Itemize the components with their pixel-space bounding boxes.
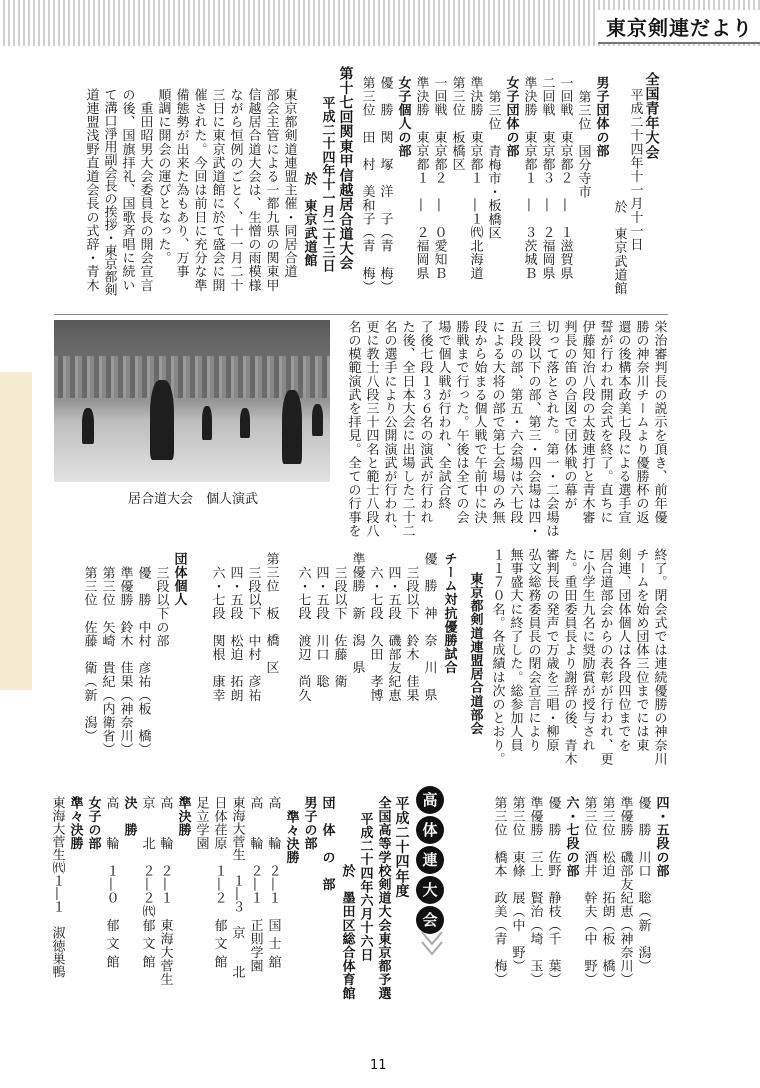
hs-boys-line: 日体荏原 １―２ 郁 文 館 <box>211 796 227 969</box>
hs-title: 平成二十四年度 <box>393 796 410 899</box>
youth-result-line: 第三位 板橋区 <box>449 76 465 172</box>
dan45-title: 四・五段の部 <box>653 796 669 878</box>
hs-date: 平成二十四年六月十六日 <box>357 812 373 962</box>
youth-result-line: 第三位 国分寺市 <box>575 90 591 199</box>
youth-venue: 於 東京武道館 <box>611 200 627 296</box>
iaido-body-line: 備態勢が出来た為もあり、万事 <box>173 88 189 279</box>
dan45-result-line: 第三位 松迫 拓朗（板 橋） <box>599 796 615 987</box>
team-result-line: 三段以下 中村 彦祐 <box>245 566 261 702</box>
team-result-line: 準優勝 新 潟 県 <box>349 552 365 675</box>
logo-char: 連 <box>416 846 444 874</box>
youth-result-line: 二回戦 東京都３ ― ２福岡県 <box>539 76 555 280</box>
iaido-body-line: チームを始め団体三位までには東 <box>633 548 649 752</box>
team-result-line: 第三位 板 橋 区 <box>263 552 279 675</box>
team-result-line: 四・五段 川口 聡 <box>313 566 329 689</box>
dan67-result-line: 第三位 東條 展（中 野） <box>509 796 525 973</box>
logo-char: 高 <box>416 786 444 814</box>
youth-result-line: 女子団体の部 <box>503 76 519 158</box>
iaido-venue: 於 東京武道館 <box>301 172 317 268</box>
iaido-body-line: 道連盟浅野直道会長の式辞・青木 <box>83 88 99 292</box>
hs-boys-line: 京 北 ２―２㈹郁 文 館 <box>139 796 155 969</box>
youth-result-line: 準決勝 東京都１ ― ２福岡県 <box>413 76 429 280</box>
logo-ribbon-icon <box>418 928 446 956</box>
team-result-line: 優 勝 神 奈 川 県 <box>421 552 437 702</box>
iaido-body-line: 伊藤知治八段の太鼓連打と青木審 <box>579 320 595 524</box>
dan45-result-line: 第三位 酒井 幹夫（中 野） <box>581 796 597 987</box>
iaido-body-line: 居合道部会からの表彰が行われ、更 <box>597 548 613 766</box>
photo-figure <box>202 406 212 440</box>
team-title: チーム対抗優勝試合 <box>441 552 457 675</box>
iaido-body-line: 勝戦まで行った。午後は全ての会 <box>453 320 469 524</box>
team-result-line: 四・五段 磯部友紀恵 <box>385 566 401 702</box>
iaido-body-line: 剣連、団体個人は各段四位までを <box>615 548 631 752</box>
hs-dantai: 団 体 の 部 <box>319 796 335 892</box>
iaido-body-line: 還の後構本政美七段による選手宣 <box>615 320 631 524</box>
iaido-body-line: による大将の部で第七会場のみ無 <box>489 320 505 524</box>
iaido-body-line: 五段の部、第五・六会場は六七段 <box>507 320 523 524</box>
logo-char: 大 <box>416 876 444 904</box>
iaido-body-line: 審判長の発声で万歳を三唱・柳原 <box>543 548 559 752</box>
iaido-body-line: 段から始まる個人戦で午前中に決 <box>471 320 487 524</box>
iaido-body-line: て溝口淨用副会長の挨拶・東京都剣 <box>101 88 117 296</box>
hs-boys-line: 高 輪 ２―１ 東海大菅生 <box>157 796 173 987</box>
iaido-body-line: 催された。今回は前日に充分な準 <box>191 88 207 292</box>
iaido-body-line: 場で個人戦が行われ、全試合終 <box>435 320 451 511</box>
team-result-line: 三段以下 佐藤 衛 <box>331 566 347 689</box>
youth-result-line: 一回戦 東京都２ ― １滋賀県 <box>557 76 573 280</box>
iaido-body-line: 判長の笛の合図で団体戦の幕が <box>561 320 577 511</box>
youth-date: 平成二十四年十一月十一日 <box>627 88 643 252</box>
team-result-line: 六・七段 久田 孝博 <box>367 566 383 702</box>
iaido-body-line: 部会主管による一都九県の関東甲 <box>263 88 279 292</box>
iaido-body-line: 三日に東京武道館に於て盛会に開 <box>209 88 225 292</box>
dan45-result-line: 準優勝 磯部友紀恵（神奈川） <box>617 796 633 987</box>
logo-char: 体 <box>416 816 444 844</box>
sidebar-tab <box>0 372 32 690</box>
iaido-body-line: 切って落とされた。第一・二会場は <box>543 320 559 538</box>
photo-figure <box>240 408 250 438</box>
youth-title: 全国青年大会 <box>643 72 660 160</box>
youth-result-line: 優 勝 関 塚 洋 子（青 梅） <box>377 76 393 294</box>
hs-boys-line: 決 勝 <box>121 796 137 837</box>
hs-girls-line: 女子の部 <box>85 796 101 851</box>
page-number: 11 <box>370 1058 387 1073</box>
youth-result-line: 第三位 青梅市・板橋区 <box>485 90 501 240</box>
youth-result-line: 準決勝 東京都１ ― ３茨城Ｂ <box>521 76 537 280</box>
team-result-line: 六・七段 関根 康幸 <box>209 566 225 702</box>
indiv-result-line: 第三位 矢崎 貴紀（内衛省） <box>99 566 115 757</box>
dan67-title: 六・七段の部 <box>563 796 579 878</box>
iaido-body-line: １１７０名。各成績は次のとおり。 <box>489 548 505 766</box>
iaido-body-line: た後、全日本大会に出場した二十二 <box>399 320 415 538</box>
iaido-photo <box>54 320 330 482</box>
hs-logo <box>414 786 446 938</box>
iaido-body-line: 名の模範演武を拝見。全ての行事を <box>345 320 361 538</box>
youth-result-line: 女子個人の部 <box>395 76 411 158</box>
indiv-title: 団体個人 <box>171 552 187 607</box>
iaido-body-line: た。重田委員長より謝辞の後、青木 <box>561 548 577 766</box>
hs-girls-line: 準々決勝 <box>67 796 83 851</box>
indiv-result-line: 優 勝 中村 彦祐（板 橋） <box>135 566 151 757</box>
iaido-body-line: 終了。閉会式では連続優勝の神奈川 <box>651 548 667 766</box>
iaido-body-line: 栄治審判長の説示を頂き、前年優 <box>651 320 667 524</box>
iaido-body-line: ながら恒例のごとく、十一月二十 <box>227 88 243 292</box>
hs-boys-line: 高 輪 １―０ 郁 文 館 <box>103 796 119 969</box>
team-result-line: 三段以下 鈴木 佳果 <box>403 566 419 702</box>
dan67-result-line: 優 勝 佐野 静枝（千 葉） <box>545 796 561 987</box>
hs-boys-line: 高 輪 ２―１ 正則学園 <box>247 796 263 973</box>
logo-char: 会 <box>416 906 444 934</box>
hs-girls-line: 東海大菅生㈹１―１ 淑徳巣鴨 <box>49 796 65 978</box>
photo-figure <box>150 380 174 460</box>
indiv-result-line: 準優勝 鈴木 佳果（神奈川） <box>117 566 133 757</box>
photo-caption: 居合道大会 個人演武 <box>128 492 259 507</box>
indiv-subtitle: 三段以下の部 <box>153 566 169 648</box>
hs-boys-line: 準々決勝 <box>283 810 299 865</box>
iaido-body-line: 名の選手により公開演武が行われ、 <box>381 320 397 538</box>
photo-figure <box>82 408 94 444</box>
indiv-result-line: 第三位 佐藤 衛（新 潟） <box>81 566 97 743</box>
youth-result-line: 男子団体の部 <box>593 76 609 158</box>
iaido-body-line: 信越居合道大会は、生憎の雨模様 <box>245 88 261 292</box>
iaido-body-line: 弘文総務委員長の閉会宣言により <box>525 548 541 752</box>
iaido-body-line: 勝の神奈川チームより優勝杯の返 <box>633 320 649 524</box>
hs-subtitle: 全国高等学校剣道大会東京都予選 <box>375 796 391 1000</box>
team-result-line: 六・七段 渡辺 尚久 <box>295 566 311 702</box>
iaido-body-line: 三段以下の部、第三・四会場は四・ <box>525 320 541 538</box>
iaido-byline: 東京都剣道連盟居合道部会 <box>467 572 483 736</box>
iaido-body-line: 誓が行われ開会式を終了。直ちに <box>597 320 613 524</box>
youth-result-line: 一回戦 東京都２ ― ０愛知Ｂ <box>431 76 447 280</box>
iaido-body-line: 更に教士八段三十四名と範士八段八 <box>363 320 379 538</box>
header-title: 東京剣連だより <box>606 16 753 40</box>
hs-boys-line: 足立学園 <box>193 796 209 851</box>
dan67-result-line: 第三位 橋本 政美（青 梅） <box>491 796 507 987</box>
hs-boys-line: 準決勝 <box>175 796 191 837</box>
iaido-date: 平成二十四年十一月二十三日 <box>319 96 335 273</box>
hs-boys-line: 高 輪 ２―１ 国 士 舘 <box>265 796 281 969</box>
hs-boys-line: 東海大菅生 １―３ 京 北 <box>229 796 245 978</box>
photo-figure <box>312 404 323 436</box>
team-result-line: 四・五段 松迫 拓朗 <box>227 566 243 702</box>
iaido-body-line: に小学生九名に奨励賞が授与され <box>579 548 595 752</box>
iaido-body-line: 順調に開会の運びとなった。 <box>155 88 171 265</box>
iaido-body-line: 無事盛大に終了した。総参加人員 <box>507 548 523 752</box>
youth-result-line: 準決勝 東京都１ ―１㈹北海道 <box>467 76 483 280</box>
dan67-result-line: 準優勝 三上 賢治（埼 玉） <box>527 796 543 987</box>
iaido-body-line: 重田昭男大会委員長の開会宣言 <box>137 88 153 292</box>
hs-venue: 於 墨田区総合体育館 <box>339 864 355 1000</box>
photo-figure <box>282 390 302 464</box>
iaido-title: 第十七回関東甲信越居合道大会 <box>337 66 354 271</box>
iaido-body-line: の後、国旗拝礼、国歌斉唱に続い <box>119 88 135 292</box>
iaido-body-line: 了後七段１３６名の演武が行われ <box>417 320 433 524</box>
iaido-body-line: 東京都剣道連盟主催・同居合道 <box>281 88 297 279</box>
section-divider <box>54 314 668 315</box>
hs-boys-line: 男子の部 <box>301 796 317 851</box>
youth-result-line: 第三位 田 村 美和子（青 梅） <box>359 76 375 294</box>
dan45-result-line: 優 勝 川口 聡（新 潟） <box>635 796 651 973</box>
